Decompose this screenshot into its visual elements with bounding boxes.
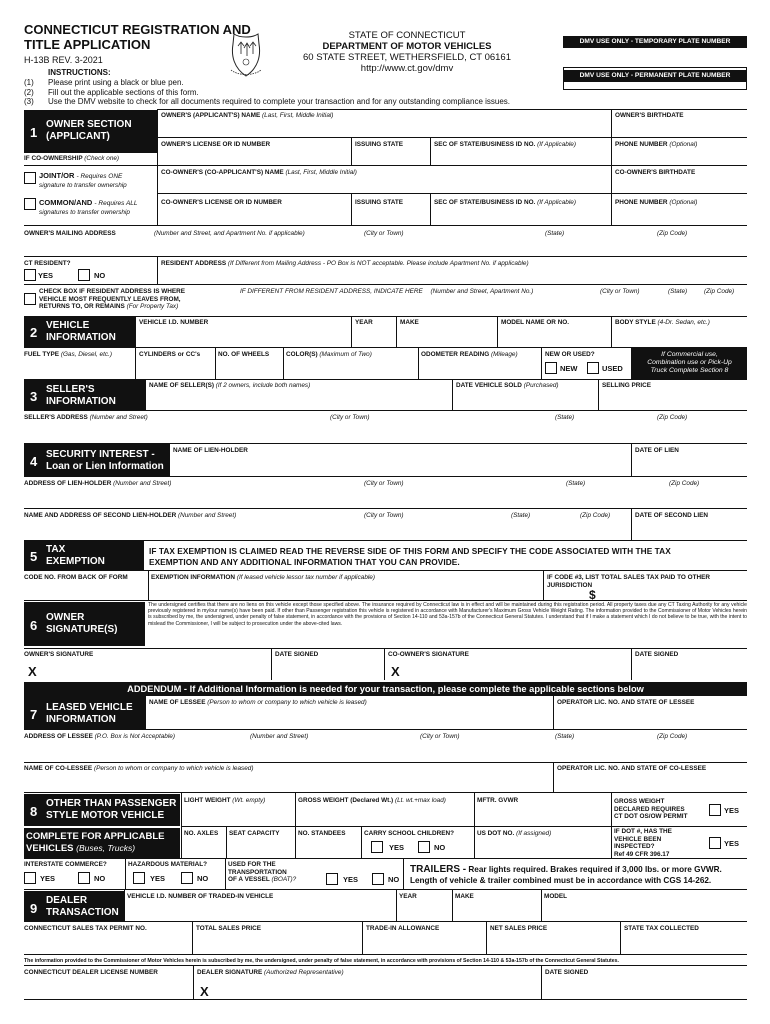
instructions-list: (1) Please print using a black or blue pen. (2) Fill out the applicable sections of this form. (3) Use the DMV website to check for all documents required to complete your transaction and for any outstanding compliance issues. <box>24 78 511 106</box>
hazardous-yes-label: YES <box>150 874 166 883</box>
seller-state-hint: (State) <box>555 414 575 421</box>
hazardous-no-checkbox[interactable] <box>181 872 193 884</box>
fuel-type-label: FUEL TYPE (Gas, Diesel, etc.) <box>24 351 112 358</box>
section-9-header: 9 DEALER TRANSACTION <box>24 891 124 921</box>
co-lessee-name-label: NAME OF CO-LESSEE (Person to whom or company to which vehicle is leased) <box>24 765 254 772</box>
inspected-yes-checkbox[interactable] <box>709 837 721 849</box>
mailing-city-hint: (City or Town) <box>364 230 404 237</box>
no-axles-label: NO. AXLES <box>184 830 219 837</box>
co-owner-signature-field[interactable] <box>404 662 630 679</box>
lessee-city-hint: (City or Town) <box>420 733 460 740</box>
code3-tax-label: IF CODE #3, LIST TOTAL SALES TAX PAID TO OTHER JURISDICTION <box>547 574 710 589</box>
trailers-notice: TRAILERS - Rear lights required. Brakes required if 3,000 lbs. or more GVWR. Length of vehicle & trailer combined must be in accordance with CGS 14-262. <box>410 864 722 885</box>
state-tax-collected-label: STATE TAX COLLECTED <box>624 925 699 932</box>
section-8-subheader: COMPLETE FOR APPLICABLE VEHICLES (Buses, Trucks) <box>24 828 180 858</box>
wheels-label: NO. OF WHEELS <box>218 351 270 358</box>
mailing-zip-hint: (Zip Code) <box>657 230 688 237</box>
owner-certification-text: The undersigned certifies that there are no liens on this vehicle except those specified above. The insurance required by Connecticut law is in effect and will be maintained during this registration period. All property taxes due any CT Taxing Authority for any vehicle previously registered in my/our name(s) have been paid. If other than Passenger registration this vehicle is registered in accordance with Manufacturer's Maximum Gross Vehicle Weight Rating. The information provided to the Commissioner of Motor Vehicles herein is subscribed by me, the undersigned, under penalty of false statement, in accordance with the provisions of Section 14-110 and 53a-157b of the Connecticut General Statutes. I understand that if I make a statement which I do not believe to be true, with the intent to mislead the Commissioner, I will be subject to prosecution under the above-cited laws. <box>148 602 747 627</box>
section-5-header: 5 TAX EXEMPTION <box>24 540 144 570</box>
new-checkbox[interactable] <box>545 362 557 374</box>
co-owner-signature-label: CO-OWNER'S SIGNATURE <box>388 651 469 658</box>
seller-zip-hint: (Zip Code) <box>657 414 688 421</box>
year-label: YEAR <box>355 319 373 326</box>
dealer-signature-field[interactable] <box>212 980 540 998</box>
section-8-header: 8 OTHER THAN PASSENGER STYLE MOTOR VEHICLE <box>24 794 180 826</box>
used-label: USED <box>602 364 623 373</box>
co-owner-signature-mark: X <box>391 664 400 679</box>
co-owner-name-label: CO-OWNER'S (CO-APPLICANT'S) NAME (Last, First, Middle Initial) <box>161 169 357 176</box>
owner-signature-field[interactable] <box>40 662 270 679</box>
gross-weight-label: GROSS WEIGHT (Declared Wt.) (Lt. wt.+max load) <box>298 797 446 804</box>
owner-sec-state-id-label: SEC OF STATE/BUSINESS ID NO. (If Applicable) <box>434 141 576 148</box>
hazardous-yes-checkbox[interactable] <box>133 872 145 884</box>
color-label: COLOR(S) (Maximum of Two) <box>286 351 372 358</box>
mailing-state-hint: (State) <box>545 230 565 237</box>
lessee-license-label: OPERATOR LIC. NO. AND STATE OF LESSEE <box>557 699 695 706</box>
section-2-header: 2 VEHICLE INFORMATION <box>24 316 135 347</box>
agency-block <box>300 30 514 74</box>
no-standees-label: NO. STANDEES <box>298 830 346 837</box>
body-style-label: BODY STYLE (4-Dr. Sedan, etc.) <box>615 319 710 326</box>
school-yes-label: YES <box>389 843 405 852</box>
ct-resident-no-checkbox[interactable] <box>78 269 90 281</box>
trade-in-vin-label: VEHICLE I.D. NUMBER OF TRADED-IN VEHICLE <box>127 893 274 900</box>
school-yes-checkbox[interactable] <box>371 841 383 853</box>
department-url[interactable]: http://www.ct.gov/dmv <box>360 63 454 74</box>
hazardous-no-label: NO <box>197 874 209 883</box>
co-owner-birthdate-label: CO-OWNER'S BIRTHDATE <box>615 169 696 176</box>
ct-resident-no-label: NO <box>94 271 106 280</box>
second-lien-state-hint: (State) <box>511 512 531 519</box>
new-or-used-label: NEW OR USED? <box>545 351 595 358</box>
vessel-no-checkbox[interactable] <box>372 873 384 885</box>
interstate-yes-label: YES <box>40 874 56 883</box>
lien-city-hint: (City or Town) <box>364 480 404 487</box>
dmv-temp-plate-field[interactable] <box>563 48 747 68</box>
mftr-gvwr-label: MFTR. GVWR <box>477 797 519 804</box>
owner-name-field[interactable] <box>158 120 610 136</box>
trade-in-year-label: YEAR <box>399 893 417 900</box>
section-7-header: 7 LEASED VEHICLE INFORMATION <box>24 696 145 729</box>
different-city-hint: (City or Town) <box>600 288 640 295</box>
net-sales-price-label: NET SALES PRICE <box>490 925 548 932</box>
date-second-lien-label: DATE OF SECOND LIEN <box>635 512 709 519</box>
lien-zip-hint: (Zip Code) <box>669 480 700 487</box>
ct-resident-label: CT RESIDENT? <box>24 260 71 267</box>
owner-phone-label: PHONE NUMBER (Optional) <box>615 141 698 148</box>
second-lien-city-hint: (City or Town) <box>364 512 404 519</box>
trade-in-make-label: MAKE <box>455 893 474 900</box>
make-label: MAKE <box>400 319 419 326</box>
total-sales-price-label: TOTAL SALES PRICE <box>196 925 261 932</box>
lessee-name-label: NAME OF LESSEE (Person to whom or company to which vehicle is leased) <box>149 699 367 706</box>
dollar-sign: $ <box>589 588 596 602</box>
lessee-zip-hint: (Zip Code) <box>657 733 688 740</box>
interstate-commerce-label: INTERSTATE COMMERCE? <box>24 861 107 868</box>
dealer-signature-label: DEALER SIGNATURE (Authorized Representative) <box>197 969 344 976</box>
lien-state-hint: (State) <box>566 480 586 487</box>
section-3-header: 3 SELLER'S INFORMATION <box>24 379 145 410</box>
trade-in-model-label: MODEL <box>544 893 568 900</box>
ct-state-seal-icon <box>226 30 266 80</box>
owner-name-label: OWNER'S (APPLICANT'S) NAME (Last, First, Middle Initial) <box>161 112 334 119</box>
odometer-label: ODOMETER READING (Mileage) <box>421 351 518 358</box>
tax-exemption-notice: IF TAX EXEMPTION IS CLAIMED READ THE REVERSE SIDE OF THIS FORM AND SPECIFY THE CODE ASSOCIATED WITH THE TAX EXEMPTION AND ANY ADDITIONAL INFORMATION THAT YOU CAN PROVIDE. <box>149 546 671 567</box>
vessel-yes-label: YES <box>343 875 359 884</box>
gross-weight-permit-label: GROSS WEIGHT DECLARED REQUIRES CT DOT OS/OW PERMIT <box>614 798 688 821</box>
dot-inspected-label: IF DOT #, HAS THE VEHICLE BEEN INSPECTED? Ref 49 CFR 396.17 <box>614 828 672 858</box>
common-and-hint: signatures to transfer ownership <box>39 209 130 216</box>
form-revision: H-13B REV. 3-2021 <box>24 55 103 65</box>
seller-name-label: NAME OF SELLER(S) (If 2 owners, include both names) <box>149 382 311 389</box>
co-owner-phone-label: PHONE NUMBER (Optional) <box>615 199 698 206</box>
owner-birthdate-field[interactable] <box>612 120 746 136</box>
dmv-temp-plate-label: DMV USE ONLY - TEMPORARY PLATE NUMBER <box>563 36 747 48</box>
us-dot-label: US DOT NO. (If assigned) <box>477 830 552 837</box>
frequent-location-label: CHECK BOX IF RESIDENT ADDRESS IS WHERE VEHICLE MOST FREQUENTLY LEAVES FROM, RETURNS TO, OR REMAINS (For Property Tax) <box>39 288 186 311</box>
state-name: STATE OF CONNECTICUT <box>348 30 466 41</box>
permit-yes-label: YES <box>724 806 740 815</box>
ct-resident-yes-checkbox[interactable] <box>24 269 36 281</box>
dealer-signature-mark: X <box>200 984 209 999</box>
lien-holder-label: NAME OF LIEN-HOLDER <box>173 447 248 454</box>
vessel-no-label: NO <box>388 875 400 884</box>
seller-address-label: SELLER'S ADDRESS (Number and Street) <box>24 414 148 421</box>
selling-price-label: SELLING PRICE <box>602 382 652 389</box>
dealer-date-signed-label: DATE SIGNED <box>545 969 589 976</box>
exemption-code-label: CODE NO. FROM BACK OF FORM <box>24 574 128 581</box>
co-owner-sec-state-id-label: SEC OF STATE/BUSINESS ID NO. (If Applicable) <box>434 199 576 206</box>
second-lien-holder-label: NAME AND ADDRESS OF SECOND LIEN-HOLDER (Number and Street) <box>24 512 237 519</box>
lessee-state-hint: (State) <box>555 733 575 740</box>
lessee-address-label: ADDRESS OF LESSEE (P.O. Box is Not Acceptable) <box>24 733 175 740</box>
interstate-yes-checkbox[interactable] <box>24 872 36 884</box>
joint-or-label: JOINT/OR - Requires ONE <box>39 171 123 180</box>
model-label: MODEL NAME OR NO. <box>501 319 570 326</box>
dealer-attestation-text: The information provided to the Commissioner of Motor Vehicles herein is subscribed by me, the undersigned, under penalty of false statement, in accordance with provisions of Section 14-110 & 53a-157b of the Connecticut General Statutes. <box>24 958 619 964</box>
common-and-checkbox[interactable] <box>24 198 36 210</box>
section-4-header: 4 SECURITY INTEREST - Loan or Lien Information <box>24 443 169 476</box>
instructions-title: INSTRUCTIONS: <box>48 68 111 77</box>
common-and-label: COMMON/AND - Requires ALL <box>39 198 138 207</box>
different-state-hint: (State) <box>668 288 688 295</box>
frequent-location-checkbox[interactable] <box>24 293 36 305</box>
commercial-use-note: If Commercial use, Combination use or Pick-Up Truck Complete Section 8 <box>632 348 747 379</box>
hazardous-material-label: HAZARDOUS MATERIAL? <box>128 861 208 868</box>
inspected-yes-label: YES <box>724 839 740 848</box>
co-owner-license-label: CO-OWNER'S LICENSE OR ID NUMBER <box>161 199 282 206</box>
owner-issuing-state-label: ISSUING STATE <box>355 141 404 148</box>
owner-date-signed-label: DATE SIGNED <box>275 651 319 658</box>
school-no-checkbox[interactable] <box>418 841 430 853</box>
permit-yes-checkbox[interactable] <box>709 804 721 816</box>
new-label: NEW <box>560 364 578 373</box>
vin-label: VEHICLE I.D. NUMBER <box>139 319 209 326</box>
section-1-header: 1 OWNER SECTION (APPLICANT) <box>24 110 157 153</box>
light-weight-label: LIGHT WEIGHT (Wt. empty) <box>184 797 266 804</box>
date-of-lien-label: DATE OF LIEN <box>635 447 679 454</box>
cylinders-label: CYLINDERS or CC's <box>139 351 201 358</box>
date-sold-label: DATE VEHICLE SOLD (Purchased) <box>456 382 559 389</box>
sales-tax-permit-label: CONNECTICUT SALES TAX PERMIT NO. <box>24 925 147 932</box>
co-owner-date-signed-label: DATE SIGNED <box>635 651 679 658</box>
different-address-label: IF DIFFERENT FROM RESIDENT ADDRESS, INDICATE HERE (Number and Street, Apartment No.) <box>240 288 534 295</box>
form-title: CONNECTICUT REGISTRATION AND <box>24 22 251 37</box>
department-name: DEPARTMENT OF MOTOR VEHICLES <box>322 41 492 52</box>
owner-signature-label: OWNER'S SIGNATURE <box>24 651 94 658</box>
owner-birthdate-label: OWNER'S BIRTHDATE <box>615 112 684 119</box>
joint-or-hint: signature to transfer ownership <box>39 182 127 189</box>
school-children-label: CARRY SCHOOL CHILDREN? <box>364 830 455 837</box>
addendum-banner: ADDENDUM - If Additional Information is needed for your transaction, please complete the applicable sections below <box>24 682 747 696</box>
mailing-address-hint: (Number and Street, and Apartment No. if applicable) <box>154 230 305 237</box>
vessel-yes-checkbox[interactable] <box>326 873 338 885</box>
vessel-transport-label: USED FOR THE TRANSPORTATION OF A VESSEL (BOAT)? <box>228 861 297 884</box>
different-zip-hint: (Zip Code) <box>704 288 735 295</box>
interstate-no-label: NO <box>94 874 106 883</box>
lessee-street-hint: (Number and Street) <box>250 733 309 740</box>
form-title-2: TITLE APPLICATION <box>24 37 151 52</box>
ct-resident-yes-label: YES <box>38 271 54 280</box>
seller-city-hint: (City or Town) <box>330 414 370 421</box>
owner-license-label: OWNER'S LICENSE OR ID NUMBER <box>161 141 271 148</box>
lien-holder-address-label: ADDRESS OF LIEN-HOLDER (Number and Street) <box>24 480 172 487</box>
used-checkbox[interactable] <box>587 362 599 374</box>
trade-in-allowance-label: TRADE-IN ALLOWANCE <box>366 925 440 932</box>
co-lessee-license-label: OPERATOR LIC. NO. AND STATE OF CO-LESSEE <box>557 765 707 772</box>
dmv-perm-plate-label: DMV USE ONLY - PERMANENT PLATE NUMBER <box>563 70 747 82</box>
exemption-info-label: EXEMPTION INFORMATION (If leased vehicle lessor tax number if applicable) <box>151 574 375 581</box>
seat-capacity-label: SEAT CAPACITY <box>229 830 280 837</box>
joint-or-checkbox[interactable] <box>24 172 36 184</box>
dealer-license-label: CONNECTICUT DEALER LICENSE NUMBER <box>24 969 158 976</box>
section-6-header: 6 OWNER SIGNATURE(S) <box>24 602 145 646</box>
mailing-address-label: OWNER'S MAILING ADDRESS <box>24 230 116 237</box>
resident-address-label: RESIDENT ADDRESS (If Different from Mailing Address - PO Box is NOT acceptable. Please include Apartment No. if applicable) <box>161 260 529 267</box>
school-no-label: NO <box>434 843 446 852</box>
owner-signature-mark: X <box>28 664 37 679</box>
co-owner-issuing-state-label: ISSUING STATE <box>355 199 404 206</box>
second-lien-zip-hint: (Zip Code) <box>580 512 611 519</box>
interstate-no-checkbox[interactable] <box>78 872 90 884</box>
co-ownership-label: IF CO-OWNERSHIP (Check one) <box>24 155 120 162</box>
department-address: 60 STATE STREET, WETHERSFIELD, CT 06161 <box>302 52 511 63</box>
